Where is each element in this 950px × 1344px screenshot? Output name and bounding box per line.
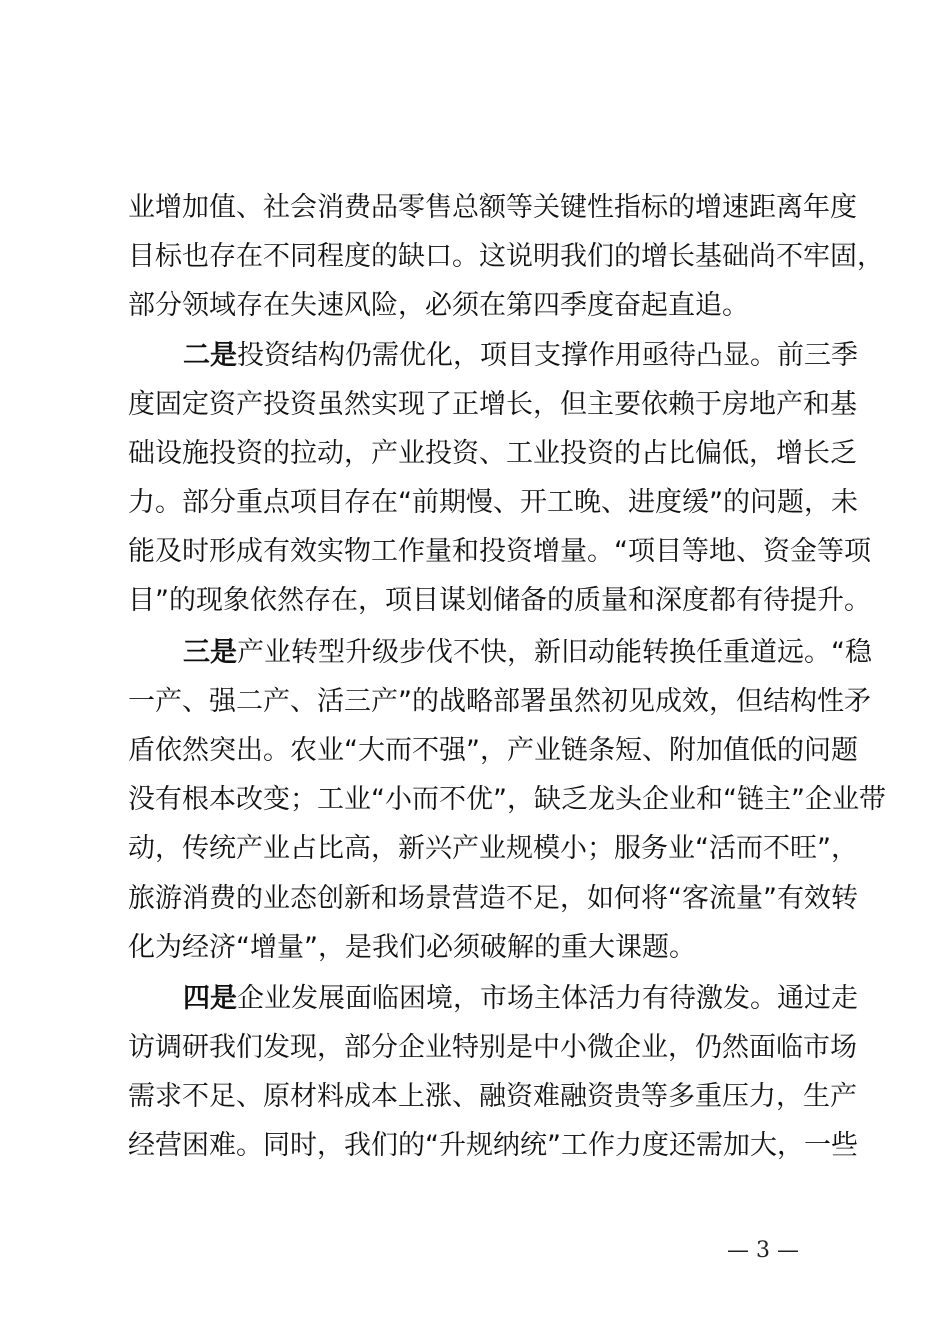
paragraph-2-lead: 二是: [183, 340, 237, 371]
paragraph-1-line-3: 部分领域存在失速风险，必须在第四季度奋起直追。: [128, 290, 749, 321]
paragraph-2-line-5: 能及时形成有效实物工作量和投资增量。“项目等地、资金等项: [128, 536, 871, 567]
paragraph-4-line-1-text: 企业发展面临困境，市场主体活力有待激发。通过走: [237, 983, 858, 1014]
paragraph-3-line-1: [183, 628, 872, 677]
paragraph-4-line-2: 访调研我们发现，部分企业特别是中小微企业，仍然面临市场: [128, 1032, 857, 1063]
paragraph-1-line-1: 业增加值、社会消费品零售总额等关键性指标的增速距离年度: [128, 192, 857, 223]
paragraph-3-line-5: 动，传统产业占比高，新兴产业规模小；服务业“活而不旺”，: [128, 833, 858, 864]
paragraph-4-line-1: [183, 974, 858, 1023]
paragraph-3-line-4: 没有根本改变；工业“小而不优”，缺乏龙头企业和“链主”企业带: [128, 784, 886, 815]
paragraph-4-lead: 四是: [183, 983, 237, 1014]
paragraph-3-lead: 三是: [183, 637, 237, 668]
paragraph-2-line-6: 目”的现象依然存在，项目谋划储备的质量和深度都有待提升。: [128, 585, 871, 616]
paragraph-2-line-1: [183, 331, 858, 380]
paragraph-2-line-1-text: 投资结构仍需优化，项目支撑作用亟待凸显。前三季: [237, 340, 858, 371]
paragraph-2-line-2: 度固定资产投资虽然实现了正增长，但主要依赖于房地产和基: [128, 389, 857, 420]
paragraph-3-line-3: 盾依然突出。农业“大而不强”，产业链条短、附加值低的问题: [128, 735, 858, 766]
page-number: — 3 —: [727, 1238, 799, 1263]
paragraph-4-line-4: 经营困难。同时，我们的“升规纳统”工作力度还需加大，一些: [128, 1130, 858, 1161]
paragraph-3-line-6: 旅游消费的业态创新和场景营造不足，如何将“客流量”有效转: [128, 883, 858, 914]
paragraph-2-line-3: 础设施投资的拉动，产业投资、工业投资的占比偏低，增长乏: [128, 438, 857, 469]
paragraph-2-line-4: 力。部分重点项目存在“前期慢、开工晚、进度缓”的问题，未: [128, 487, 858, 518]
paragraph-1-line-2: 目标也存在不同程度的缺口。这说明我们的增长基础尚不牢固，: [128, 241, 884, 272]
paragraph-3-line-1-text: 产业转型升级步伐不快，新旧动能转换任重道远。“稳: [237, 637, 872, 668]
paragraph-3-line-7: 化为经济“增量”，是我们必须破解的重大课题。: [128, 932, 696, 963]
paragraph-4-line-3: 需求不足、原材料成本上涨、融资难融资贵等多重压力，生产: [128, 1081, 857, 1112]
paragraph-3-line-2: 一产、强二产、活三产”的战略部署虽然初见成效，但结构性矛: [128, 686, 871, 717]
